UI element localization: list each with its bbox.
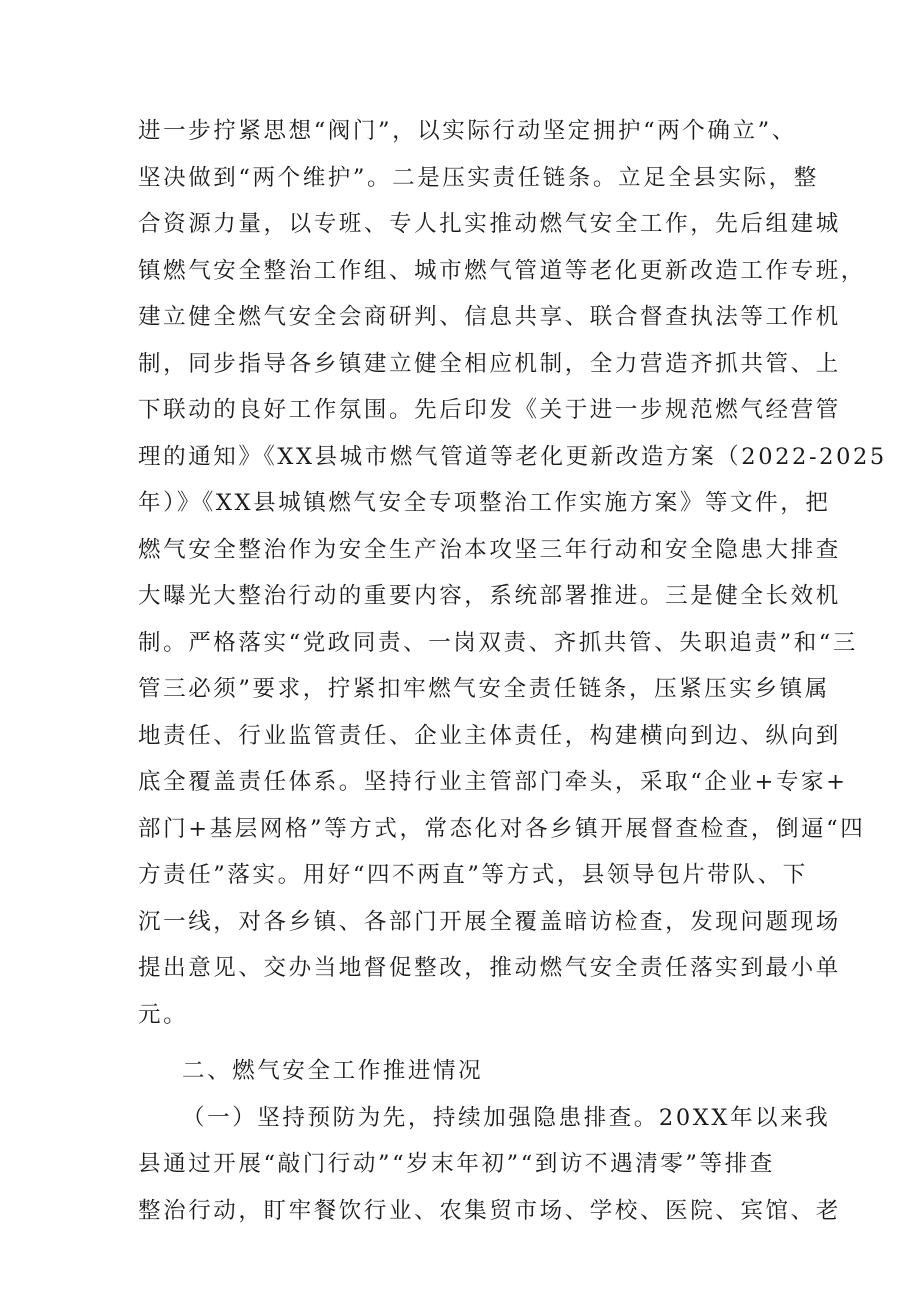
text-line: 合资源力量，以专班、专人扎实推动燃气安全工作，先后组建城 [138, 211, 841, 237]
paragraph-2 [138, 1095, 841, 1235]
text-line: 制。严格落实“党政同责、一岗双责、齐抓共管、失职追责”和“三 [138, 629, 859, 656]
text-line: 进一步拧紧思想“阀门”，以实际行动坚定拥护“两个确立”、 [138, 118, 797, 144]
paragraph-1 [138, 108, 887, 1038]
text-line: 县通过开展“敲门行动”“岁末年初”“到访不遇清零”等排查 [138, 1151, 775, 1177]
section-heading: 二、燃气安全工作推进情况 [182, 1058, 484, 1084]
text-line: 下联动的良好工作氛围。先后印发《关于进一步规范燃气经营管 [138, 397, 841, 423]
text-line: 燃气安全整治作为安全生产治本攻坚三年行动和安全隐患大排查 [138, 536, 841, 563]
text-line: 坚决做到“两个维护”。二是压实责任链条。立足全县实际，整 [138, 164, 819, 191]
text-line: 镇燃气安全整治工作组、城市燃气管道等老化更新改造工作专班， [138, 257, 866, 284]
text-line: 方责任”落实。用好“四不两直”等方式，县领导包片带队、下 [138, 862, 808, 888]
text-line: 大曝光大整治行动的重要内容，系统部署推进。三是健全长效机 [138, 583, 841, 609]
text-line: 管三必须”要求，拧紧扣牢燃气安全责任链条，压紧压实乡镇属 [138, 676, 830, 702]
text-line: 底全覆盖责任体系。坚持行业主管部门牵头，采取“企业+专家+ [138, 769, 848, 795]
text-line: 制，同步指导各乡镇建立健全相应机制，全力营造齐抓共管、上 [138, 350, 841, 377]
text-line: 建立健全燃气安全会商研判、信息共享、联合督查执法等工作机 [138, 304, 841, 330]
document-body [138, 108, 887, 1234]
text-line: 提出意见、交办当地督促整改，推动燃气安全责任落实到最小单 [138, 955, 841, 981]
text-line: 年）》《XX县城镇燃气安全专项整治工作实施方案》等文件，把 [138, 490, 831, 516]
text-line: 沉一线，对各乡镇、各部门开展全覆盖暗访检查，发现问题现场 [138, 908, 841, 935]
text-line: 整治行动，盯牢餐饮行业、农集贸市场、学校、医院、宾馆、老 [138, 1197, 841, 1224]
text-line: 理的通知》《XX县城市燃气管道等老化更新改造方案（2022-2025 [138, 443, 887, 470]
text-line: 部门+基层网格”等方式，常态化对各乡镇开展督查检查，倒逼“四 [138, 815, 866, 842]
text-line: （一）坚持预防为先，持续加强隐患排查。20XX年以来我 [182, 1104, 831, 1131]
text-line: 元。 [138, 1001, 189, 1028]
text-line: 地责任、行业监管责任、企业主体责任，构建横向到边、纵向到 [138, 722, 841, 749]
